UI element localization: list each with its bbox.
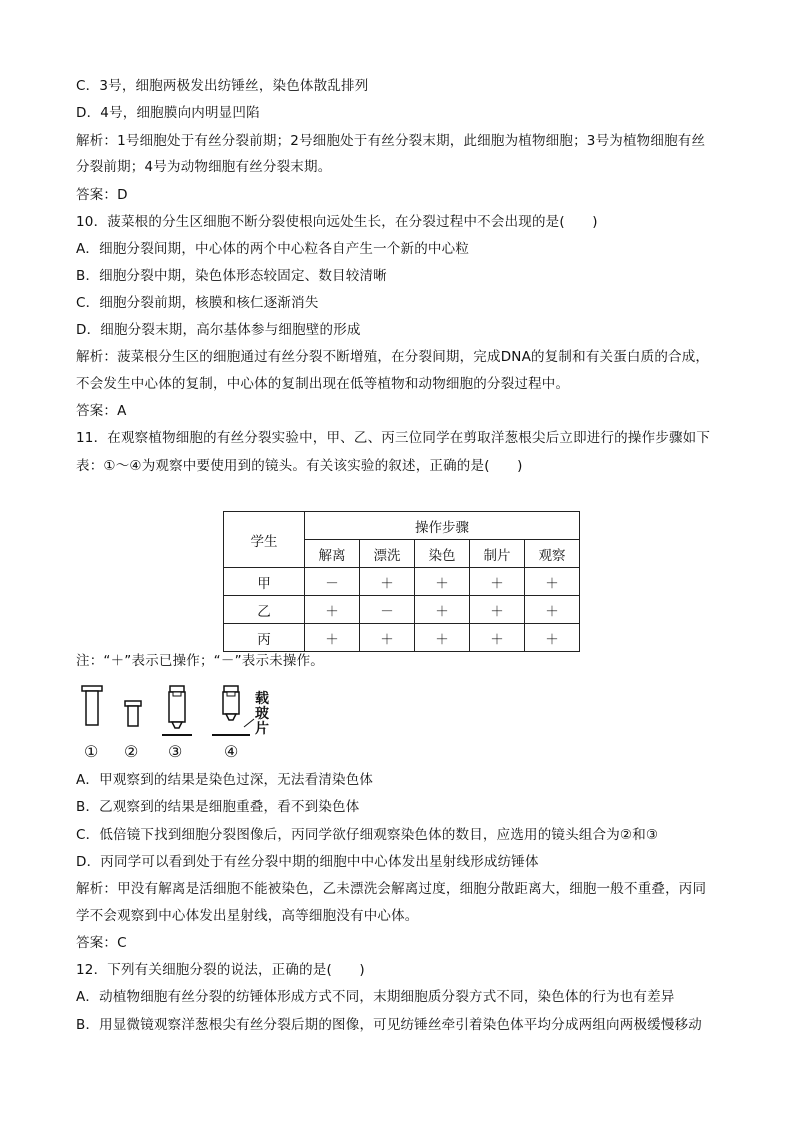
analysis-q11-line1: 解析：甲没有解离是活细胞不能被染色，乙未漂洗会解离过度，细胞分散距离大，细胞一般不重叠，丙同 — [76, 881, 707, 897]
slide-label: 载玻片 — [255, 691, 269, 737]
option-c-q10: C．细胞分裂前期，核膜和核仁逐渐消失 — [76, 295, 319, 311]
lens-label-1: ① — [84, 742, 99, 761]
option-b-q12: B．用显微镜观察洋葱根尖有丝分裂后期的图像，可见纺锤丝牵引着染色体平均分成两组向两极缓慢移动 — [76, 1017, 702, 1033]
option-c-q9: C．3号，细胞两极发出纺锤丝，染色体散乱排列 — [76, 78, 369, 94]
column-header: 染色 — [415, 540, 470, 568]
operation-steps-table — [223, 511, 580, 652]
table-cell: ＋ — [415, 568, 470, 596]
table-cell: － — [360, 596, 415, 624]
option-c-q11: C．低倍镜下找到细胞分裂图像后，丙同学欲仔细观察染色体的数目，应选用的镜头组合为②和③ — [76, 827, 659, 843]
question-10: 10．菠菜根的分生区细胞不断分裂使根向远处生长，在分裂过程中不会出现的是( ) — [76, 214, 598, 230]
analysis-q9-line2: 分裂前期；4号为动物细胞有丝分裂末期。 — [76, 159, 332, 175]
column-header: 漂洗 — [360, 540, 415, 568]
eyepiece-long-icon — [80, 685, 104, 727]
table-cell: － — [305, 568, 360, 596]
analysis-q11-line2: 学不会观察到中心体发出星射线，高等细胞没有中心体。 — [76, 908, 419, 924]
column-header: 观察 — [525, 540, 580, 568]
table-cell: ＋ — [525, 568, 580, 596]
option-a-q12: A．动植物细胞有丝分裂的纺锤体形成方式不同，末期细胞质分裂方式不同，染色体的行为也有差异 — [76, 989, 675, 1005]
table-row — [224, 624, 580, 652]
answer-q10: 答案：A — [76, 403, 127, 419]
table-cell: ＋ — [305, 624, 360, 652]
answer-q9: 答案：D — [76, 187, 128, 203]
table-cell: ＋ — [415, 624, 470, 652]
table-row — [224, 596, 580, 624]
header-student: 学生 — [224, 512, 305, 568]
row-student: 甲 — [224, 568, 305, 596]
table-cell: ＋ — [470, 624, 525, 652]
header-steps: 操作步骤 — [305, 512, 580, 540]
question-11-line1: 11．在观察植物细胞的有丝分裂实验中，甲、乙、丙三位同学在剪取洋葱根尖后立即进行的操作步骤如下 — [76, 430, 711, 446]
table-cell: ＋ — [525, 596, 580, 624]
analysis-q10-line1: 解析：菠菜根分生区的细胞通过有丝分裂不断增殖，在分裂间期，完成DNA的复制和有关蛋白质的合成， — [76, 349, 710, 365]
row-student: 乙 — [224, 596, 305, 624]
eyepiece-short-icon — [124, 700, 142, 727]
row-student: 丙 — [224, 624, 305, 652]
option-d-q11: D．丙同学可以看到处于有丝分裂中期的细胞中中心体发出星射线形成纺锤体 — [76, 854, 539, 870]
table-cell: ＋ — [470, 568, 525, 596]
objective-long-icon — [210, 685, 256, 737]
table-cell: ＋ — [415, 596, 470, 624]
option-a-q10: A．细胞分裂间期，中心体的两个中心粒各自产生一个新的中心粒 — [76, 241, 470, 257]
question-12: 12．下列有关细胞分裂的说法，正确的是( ) — [76, 962, 365, 978]
objective-short-icon — [160, 685, 194, 737]
column-header: 解离 — [305, 540, 360, 568]
table-row — [224, 568, 580, 596]
option-b-q10: B．细胞分裂中期，染色体形态较固定、数目较清晰 — [76, 268, 387, 284]
analysis-q9-line1: 解析：1号细胞处于有丝分裂前期；2号细胞处于有丝分裂末期，此细胞为植物细胞；3号为植物细胞有丝 — [76, 133, 706, 149]
table-cell: ＋ — [360, 624, 415, 652]
table-cell: ＋ — [305, 596, 360, 624]
table-cell: ＋ — [360, 568, 415, 596]
answer-q11: 答案：C — [76, 935, 127, 951]
table-note: 注：“＋”表示已操作；“－”表示未操作。 — [76, 653, 324, 669]
option-d-q10: D．细胞分裂末期，高尔基体参与细胞壁的形成 — [76, 322, 361, 338]
question-11-line2: 表：①～④为观察中要使用到的镜头。有关该实验的叙述，正确的是( ) — [76, 458, 523, 474]
option-b-q11: B．乙观察到的结果是细胞重叠，看不到染色体 — [76, 799, 360, 815]
option-d-q9: D．4号，细胞膜向内明显凹陷 — [76, 105, 260, 121]
lens-label-3: ③ — [168, 742, 183, 761]
column-header: 制片 — [470, 540, 525, 568]
analysis-q10-line2: 不会发生中心体的复制，中心体的复制出现在低等植物和动物细胞的分裂过程中。 — [76, 376, 570, 392]
lens-label-2: ② — [124, 742, 139, 761]
lens-label-4: ④ — [224, 742, 239, 761]
table-cell: ＋ — [525, 624, 580, 652]
table-cell: ＋ — [470, 596, 525, 624]
option-a-q11: A．甲观察到的结果是染色过深，无法看清染色体 — [76, 772, 374, 788]
